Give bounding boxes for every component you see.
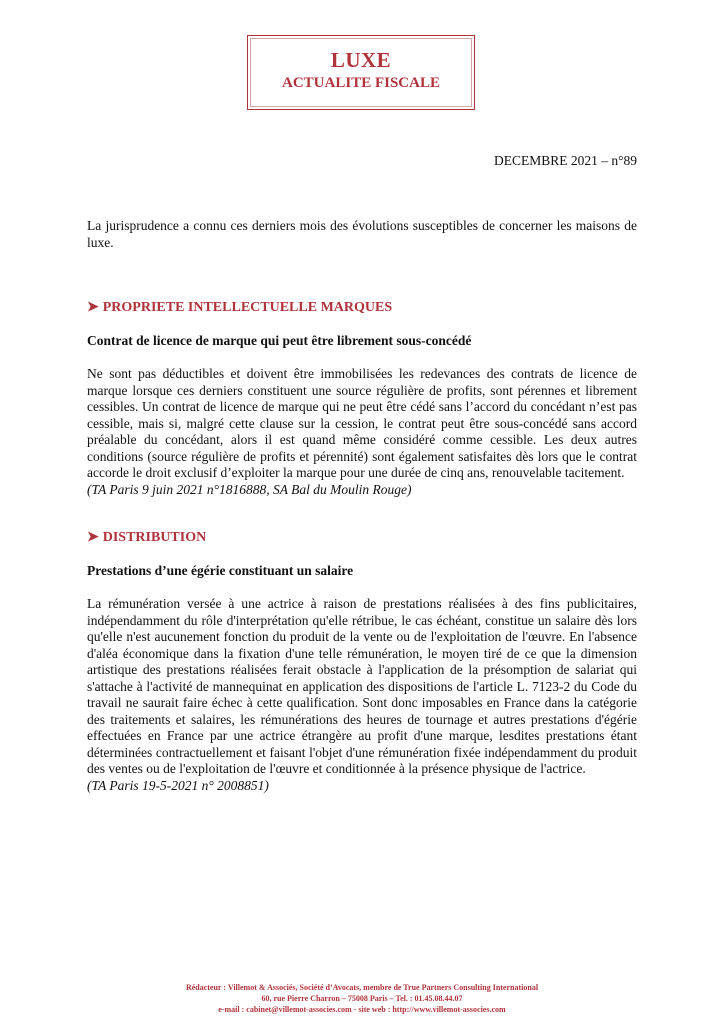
footer-editor-line: Rédacteur : Villemot & Associés, Société d’Avocats, membre de True Partners Consulting International (185, 983, 539, 992)
footer (0, 982, 724, 1015)
footer-contact-line: e-mail : cabinet@villemot-associes.com - site web : http://www.villemot-associes.com (218, 1005, 506, 1014)
arrow-bullet-icon: ➤ (87, 530, 99, 545)
section-heading (87, 300, 637, 317)
masthead-subtitle: ACTUALITE FISCALE (282, 75, 440, 91)
article-title: Prestations d’une égérie constituant un salaire (87, 562, 354, 578)
section-heading-text: PROPRIETE INTELLECTUELLE MARQUES (102, 300, 393, 315)
section-heading-text: DISTRIBUTION (102, 530, 207, 545)
intro-paragraph: La jurisprudence a connu ces derniers mois des évolutions susceptibles de concerner les maisons de luxe. (87, 218, 637, 250)
section-distribution (87, 530, 637, 794)
arrow-bullet-icon: ➤ (87, 300, 99, 315)
section-heading (87, 530, 637, 547)
article-citation: (TA Paris 19-5-2021 n° 2008851) (87, 777, 269, 793)
issue-date: DECEMBRE 2021 – n°89 (493, 153, 637, 168)
masthead-inner-border (250, 38, 472, 107)
footer-address-line: 60, rue Pierre Charron – 75008 Paris – Tel. : 01.45.08.44.07 (261, 994, 463, 1003)
article-body: Ne sont pas déductibles et doivent être immobilisées les redevances des contrats de licence de marque lorsque ces derniers constituent une source régulière de profits, sont pérennes et librement cessibles. Un contrat de licence de marque qui ne peut être cédé sans l’accord du concédant n’est pas cessible, mais si, malgré cette clause sur la cession, le contrat peut être sous-concédé sans accord préalable du concédant, alors il est quand même considéré comme cessible. Les deux autres conditions (source régulière de profits et pérennité) sont également satisfaites dès lors que le contrat accorde le droit exclusif d’exploiter la marque pour une durée de cinq ans, renouvelable tacitement. (87, 366, 637, 480)
section-intellectual-property (87, 300, 637, 498)
article-citation: (TA Paris 9 juin 2021 n°1816888, SA Bal du Moulin Rouge) (87, 481, 412, 497)
article-title: Contrat de licence de marque qui peut être librement sous-concédé (87, 332, 472, 348)
masthead-brand: LUXE (330, 48, 392, 72)
newsletter-content (87, 218, 637, 794)
article-body: La rémunération versée à une actrice à raison de prestations réalisées à des fins publicitaires, indépendamment du rôle d'interprétation qu'elle rétribue, le cas échéant, constitue un salaire dès lors qu'elle n'est aucunement fonction du produit de la vente ou de l'exploitation de l'œuvre. En l'absence d'aléa économique dans la fixation d'une telle rémunération, le moyen tiré de ce que la dimension artistique des prestations réalisées ferait obstacle à l'application de la présomption de salariat qui s'attache à l'activité de mannequinat en application des dispositions de l'article L. 7123-2 du Code du travail ne saurait faire échec à cette qualification. Sont donc imposables en France dans la catégorie des traitements et salaires, les rémunérations des heures de tournage et autres prestations d'égérie effectuées en France par une actrice étrangère au profit d'une marque, lesdites prestations étant déterminées contractuellement et faisant l'objet d'une rémunération fixée indépendamment du produit des ventes ou de l'exploitation de l'œuvre et conditionnée à la présence physique de l'actrice. (87, 596, 637, 776)
masthead-box (247, 35, 475, 110)
